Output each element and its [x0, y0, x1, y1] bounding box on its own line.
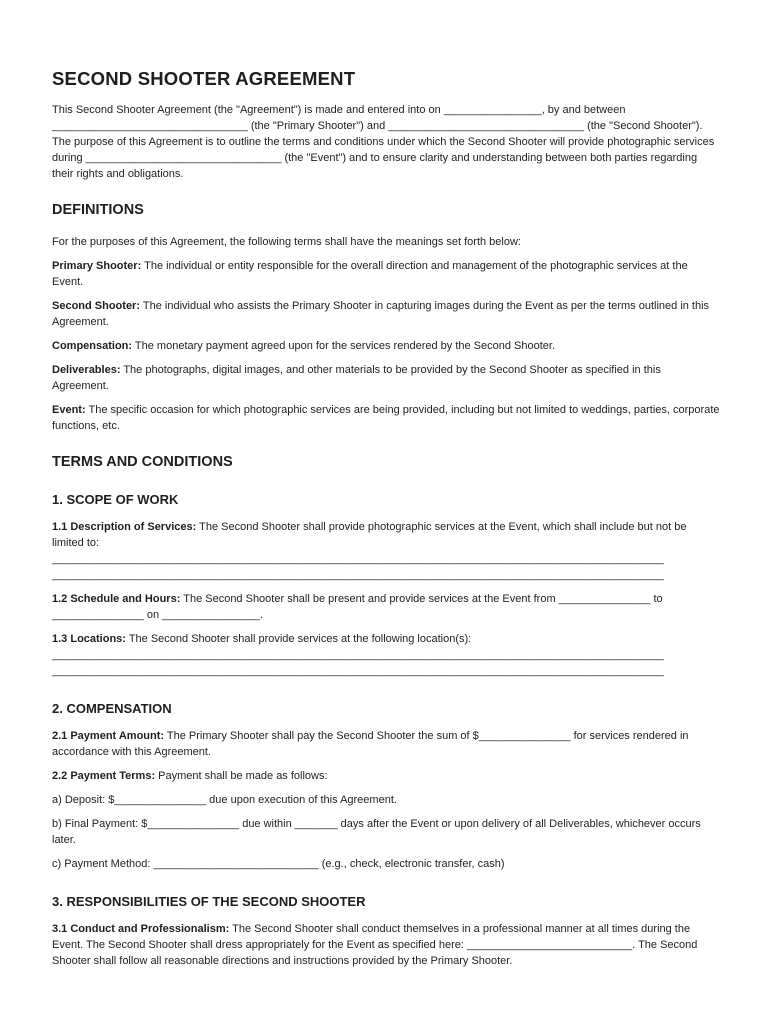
- fill-in-line: ____________________________________________________________________________________________________: [52, 665, 664, 677]
- definition-text: The specific occasion for which photographic services are being provided, including but not limited to weddings, parties, corporate functions, etc.: [52, 404, 720, 432]
- definition-text: The monetary payment agreed upon for the services rendered by the Second Shooter.: [132, 340, 556, 352]
- scope-heading: 1. SCOPE OF WORK: [52, 492, 179, 507]
- fill-in-line: ____________________________________________________________________________________________________: [52, 553, 664, 565]
- section-1-3: [52, 631, 720, 647]
- section-text: The Second Shooter shall conduct themselves in a professional manner at all times during the Event. The Second Shooter shall dress appropriately for the Event as specified here: ___________________________. The Second Shooter shall follow all reasonable directions and instructions provided by the Primary Shooter.: [52, 923, 698, 967]
- section-label: 3.1 Conduct and Professionalism:: [52, 923, 230, 935]
- definition-term: Second Shooter:: [52, 300, 141, 312]
- definition-text: The individual or entity responsible for the overall direction and management of the photographic services at the Event.: [52, 260, 688, 288]
- section-1-1: [52, 519, 720, 551]
- section-text: Payment shall be made as follows:: [155, 770, 328, 782]
- section-text: The Primary Shooter shall pay the Second Shooter the sum of $_______________ for services rendered in accordance with this Agreement.: [52, 730, 689, 758]
- section-label: 1.2 Schedule and Hours:: [52, 593, 181, 605]
- definition-deliverables: [52, 362, 720, 394]
- definition-primary-shooter: [52, 258, 720, 290]
- document-body: [52, 68, 720, 977]
- definition-text: The photographs, digital images, and other materials to be provided by the Second Shooter as specified in this Agreement.: [52, 364, 661, 392]
- definitions-lead: For the purposes of this Agreement, the following terms shall have the meanings set forth below:: [52, 236, 521, 248]
- section-1-2: [52, 591, 720, 623]
- section-label: 1.3 Locations:: [52, 633, 126, 645]
- responsibilities-heading: 3. RESPONSIBILITIES OF THE SECOND SHOOTER: [52, 894, 366, 909]
- section-label: 2.2 Payment Terms:: [52, 770, 156, 782]
- section-label: 1.1 Description of Services:: [52, 521, 197, 533]
- payment-method: c) Payment Method: ___________________________ (e.g., check, electronic transfer, cash): [52, 858, 505, 870]
- definition-event: [52, 402, 720, 434]
- payment-deposit: a) Deposit: $_______________ due upon execution of this Agreement.: [52, 794, 397, 806]
- section-2-2: [52, 768, 720, 784]
- section-3-1: [52, 921, 720, 969]
- definition-text: The individual who assists the Primary Shooter in capturing images during the Event as per the terms outlined in this Agreement.: [52, 300, 710, 328]
- definition-term: Event:: [52, 404, 86, 416]
- compensation-heading: 2. COMPENSATION: [52, 701, 172, 716]
- section-text: The Second Shooter shall provide services at the following location(s):: [125, 633, 472, 645]
- section-text: The Second Shooter shall be present and provide services at the Event from _______________ to _______________ on ________________.: [52, 593, 663, 621]
- terms-heading: TERMS AND CONDITIONS: [52, 454, 233, 470]
- document-title: SECOND SHOOTER AGREEMENT: [52, 68, 356, 89]
- fill-in-line: ____________________________________________________________________________________________________: [52, 569, 664, 581]
- definition-term: Compensation:: [52, 340, 133, 352]
- definitions-heading: DEFINITIONS: [52, 202, 144, 218]
- section-2-1: [52, 728, 720, 760]
- intro-paragraph: This Second Shooter Agreement (the "Agreement") is made and entered into on ________________, by and between ________________________________ (the "Primary Shooter") and ________________________________ (the "Second Shooter"). The purpose of this Agreement is to outline the terms and conditions under which the Second Shooter will provide photographic services during ________________________________ (the "Event") and to ensure clarity and understanding between both parties regarding their rights and obligations.: [52, 104, 715, 180]
- definition-term: Primary Shooter:: [52, 260, 142, 272]
- section-label: 2.1 Payment Amount:: [52, 730, 165, 742]
- payment-final: b) Final Payment: $_______________ due within _______ days after the Event or upon delivery of all Deliverables, whichever occurs later.: [52, 818, 701, 846]
- definition-second-shooter: [52, 298, 720, 330]
- definition-term: Deliverables:: [52, 364, 121, 376]
- definition-compensation: [52, 338, 720, 354]
- section-text: The Second Shooter shall provide photographic services at the Event, which shall include but not be limited to:: [52, 521, 687, 549]
- fill-in-line: ____________________________________________________________________________________________________: [52, 649, 664, 661]
